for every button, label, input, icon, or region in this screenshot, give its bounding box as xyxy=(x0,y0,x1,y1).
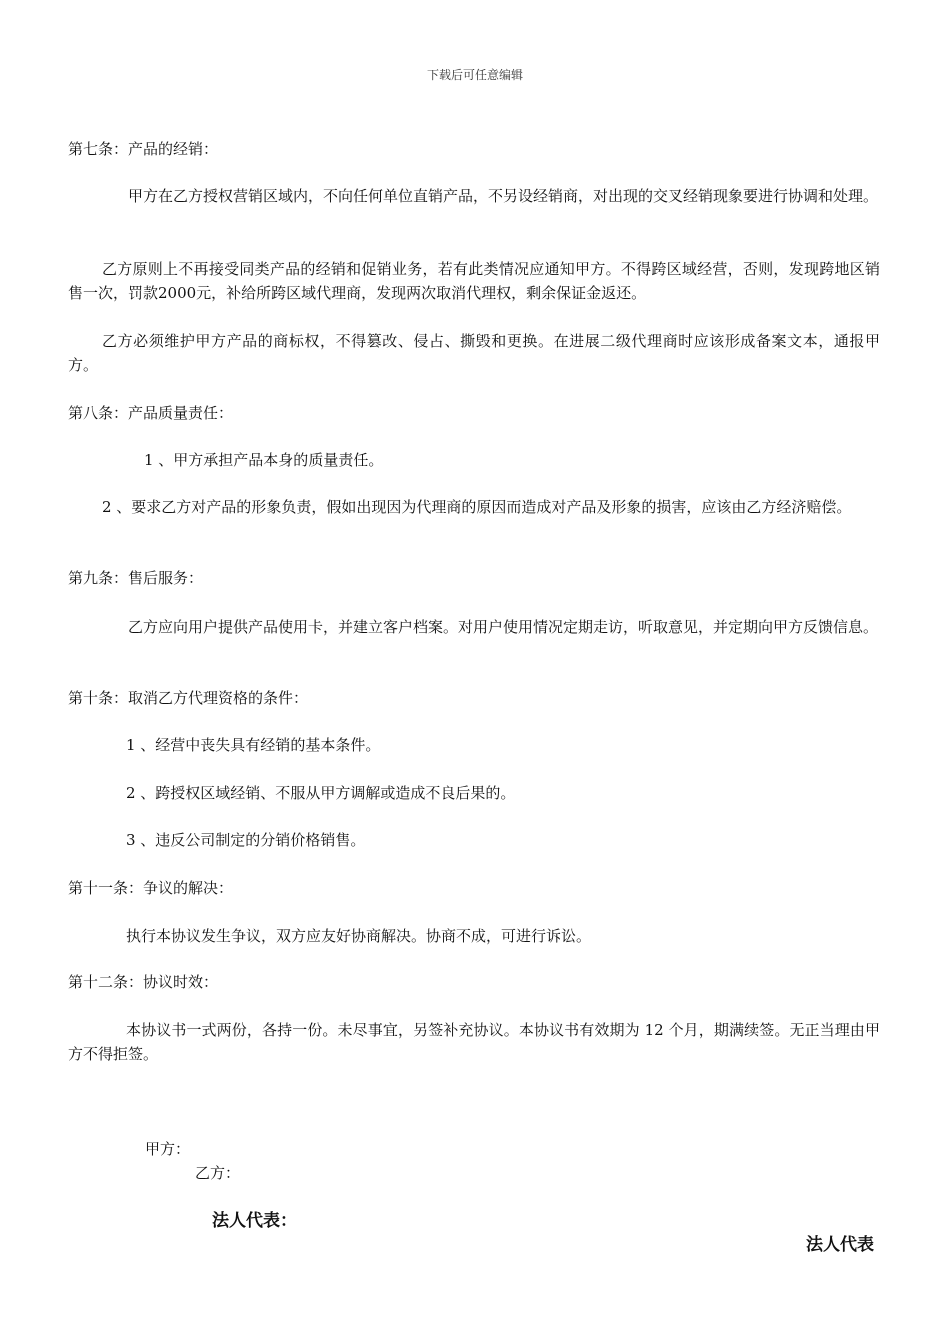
legal-rep-right-label: 法人代表 xyxy=(806,1235,874,1255)
article-7-paragraph-1: 甲方在乙方授权营销区域内，不向任何单位直销产品，不另设经销商，对出现的交叉经销现象要进行协调和处理。 xyxy=(128,187,879,205)
page-header-note: 下载后可任意编辑 xyxy=(426,68,523,82)
article-9-paragraph-1: 乙方应向用户提供产品使用卡，并建立客户档案。对用户使用情况定期走访，听取意见，并定期向甲方反馈信息。 xyxy=(128,618,879,636)
article-7-paragraph-3: 乙方必须维护甲方产品的商标权，不得篡改、侵占、撕毁和更换。在进展二级代理商时应该形成备案文本，通报甲方。 xyxy=(68,332,880,374)
article-11-title: 第十一条：争议的解决： xyxy=(68,879,234,897)
article-10-item-1: 1 、经营中丧失具有经销的基本条件。 xyxy=(126,736,381,754)
article-12-paragraph-1: 本协议书一式两份，各持一份。未尽事宜，另签补充协议。本协议书有效期为 12 个月，期满续签。无正当理由甲方不得拒签。 xyxy=(68,1021,880,1063)
article-10-item-3: 3 、违反公司制定的分销价格销售。 xyxy=(126,831,366,849)
article-8-title: 第八条：产品质量责任： xyxy=(68,404,234,422)
article-7-paragraph-2: 乙方原则上不再接受同类产品的经销和促销业务，若有此类情况应通知甲方。不得跨区域经营，否则，发现跨地区销售一次，罚款2000元，补给所跨区域代理商，发现两次取消代理权，剩余保证金返还。 xyxy=(68,260,880,302)
article-9-title: 第九条：售后服务： xyxy=(68,569,204,587)
article-8-item-1: 1 、甲方承担产品本身的质量责任。 xyxy=(144,451,384,469)
article-10-item-2: 2 、跨授权区域经销、不服从甲方调解或造成不良后果的。 xyxy=(126,784,516,802)
article-10-title: 第十条：取消乙方代理资格的条件： xyxy=(68,689,309,707)
party-b-signature-label: 乙方： xyxy=(195,1164,241,1182)
article-11-paragraph-1: 执行本协议发生争议，双方应友好协商解决。协商不成，可进行诉讼。 xyxy=(126,927,592,945)
article-7-title: 第七条：产品的经销： xyxy=(68,140,219,158)
legal-rep-left-label: 法人代表： xyxy=(212,1211,297,1231)
article-8-item-2: 2 、要求乙方对产品的形象负责，假如出现因为代理商的原因而造成对产品及形象的损害，应该由乙方经济赔偿。 xyxy=(102,498,852,516)
article-12-title: 第十二条：协议时效： xyxy=(68,973,219,991)
party-a-signature-label: 甲方： xyxy=(145,1140,191,1158)
